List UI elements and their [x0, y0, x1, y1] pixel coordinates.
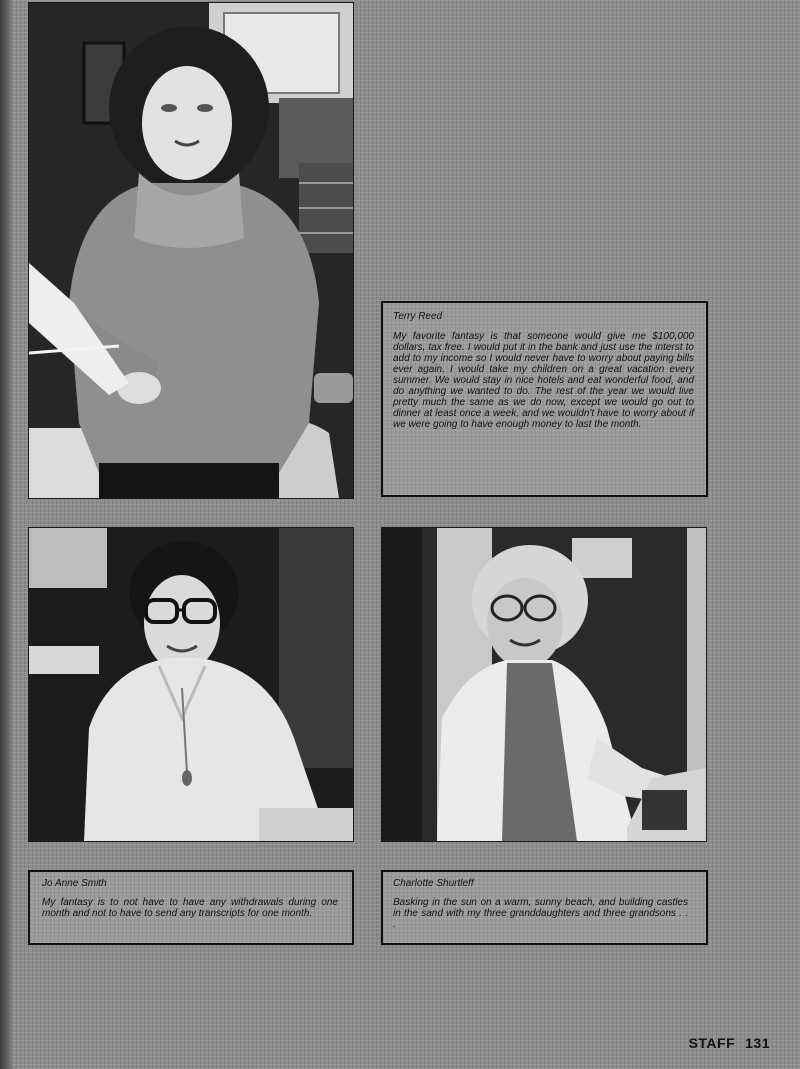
caption-box-terry-reed	[381, 301, 708, 497]
staff-name-charlotte-shurtleff: Charlotte Shurtleff	[393, 878, 474, 889]
page-binding-edge	[0, 0, 12, 1069]
page-number: 131	[745, 1035, 770, 1051]
staff-photo-jo-anne-smith	[28, 527, 354, 842]
photo-terry-reed-image	[29, 3, 353, 498]
section-label: STAFF	[688, 1035, 736, 1051]
photo-jo-anne-smith-image	[29, 528, 353, 841]
caption-box-charlotte-shurtleff	[381, 870, 708, 945]
photo-charlotte-shurtleff-image	[382, 528, 706, 841]
staff-fantasy-jo-anne-smith: My fantasy is to not have to have any withdrawals during one month and not to have to send any transcripts for one month.	[42, 897, 338, 919]
staff-name-jo-anne-smith: Jo Anne Smith	[42, 878, 107, 889]
staff-photo-terry-reed	[28, 2, 354, 499]
staff-name-terry-reed: Terry Reed	[393, 311, 443, 322]
staff-fantasy-terry-reed: My favorite fantasy is that someone would give me $100,000 dollars, tax free. I would put it in the bank and just use the interst to add to my income so I would never have to worry about paying bills ever again. I would take my children on a great vacation every summer. We would stay in nice hotels and eat wonderful food, and do anything we wanted to do. The rest of the year we would live pretty much the same as we do now, except we would go out to dinner at least once a week, and we wouldn't have to worry about if we were going to have enough money to last the month.	[393, 331, 694, 430]
page-footer	[689, 1035, 770, 1051]
caption-box-jo-anne-smith	[28, 870, 354, 945]
staff-fantasy-charlotte-shurtleff: Basking in the sun on a warm, sunny beach, and building castles in the sand with my three granddaughters and three grandsons . . .	[393, 897, 688, 930]
staff-photo-charlotte-shurtleff	[381, 527, 707, 842]
